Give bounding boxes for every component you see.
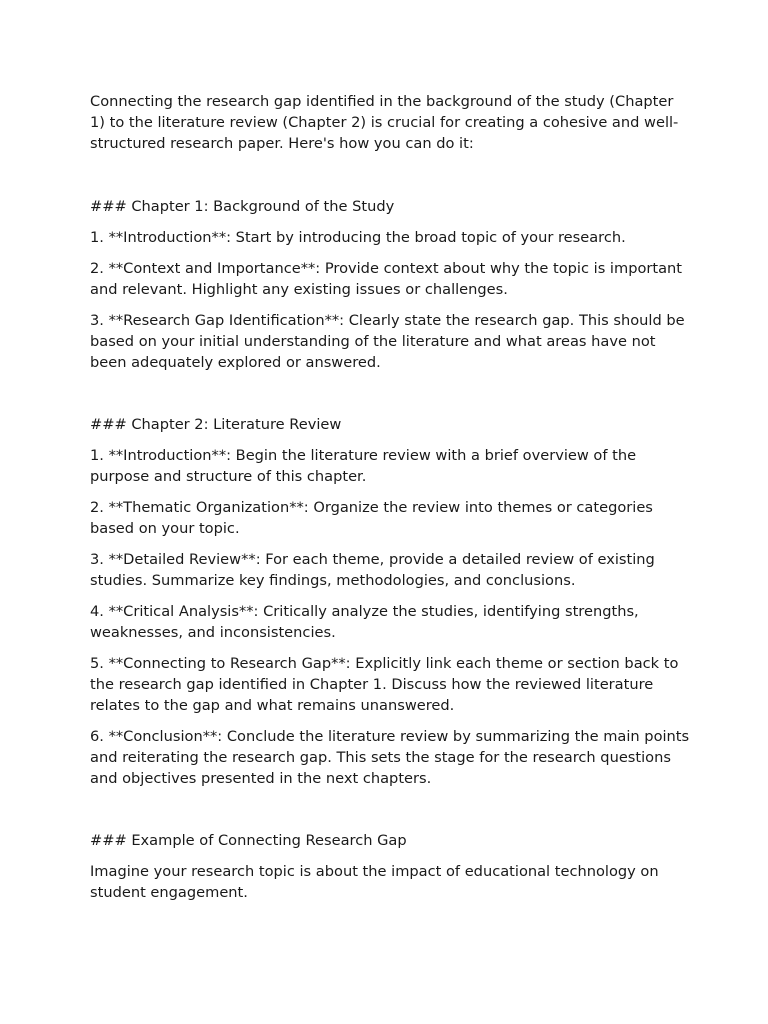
list-item: 2. **Thematic Organization**: Organize the review into themes or categories based on your topic. [90,499,653,537]
section-heading: ### Example of Connecting Research Gap [90,832,407,849]
list-item: 1. **Introduction**: Begin the literature review with a brief overview of the purpose and structure of this chapter. [90,447,637,485]
list-item: 6. **Conclusion**: Conclude the literature review by summarizing the main points and reiterating the research gap. This sets the stage for the research questions and objectives presented in the next chapters. [90,728,690,787]
section-chapter-2 [90,414,690,789]
example-paragraph: Imagine your research topic is about the impact of educational technology on student engagement. [90,863,659,901]
list-item: 3. **Research Gap Identification**: Clearly state the research gap. This should be based on your initial understanding of the literature and what areas have not been adequately explored or answered. [90,312,685,371]
section-chapter-1 [90,196,690,373]
list-item: 2. **Context and Importance**: Provide context about why the topic is important and relevant. Highlight any existing issues or challenges. [90,260,683,298]
list-item: 5. **Connecting to Research Gap**: Explicitly link each theme or section back to the research gap identified in Chapter 1. Discuss how the reviewed literature relates to the gap and what remains unanswered. [90,655,679,714]
section-heading: ### Chapter 2: Literature Review [90,416,342,433]
list-item: 4. **Critical Analysis**: Critically analyze the studies, identifying strengths, weaknesses, and inconsistencies. [90,603,639,641]
list-item: 1. **Introduction**: Start by introducing the broad topic of your research. [90,229,626,246]
intro-paragraph: Connecting the research gap identified in the background of the study (Chapter 1) to the literature review (Chapter 2) is crucial for creating a cohesive and well-structured research paper. Here's how you can do it: [90,93,679,152]
section-example [90,830,690,903]
list-item: 3. **Detailed Review**: For each theme, provide a detailed review of existing studies. Summarize key findings, methodologies, and conclusions. [90,551,655,589]
section-heading: ### Chapter 1: Background of the Study [90,198,395,215]
document-page [90,91,690,913]
